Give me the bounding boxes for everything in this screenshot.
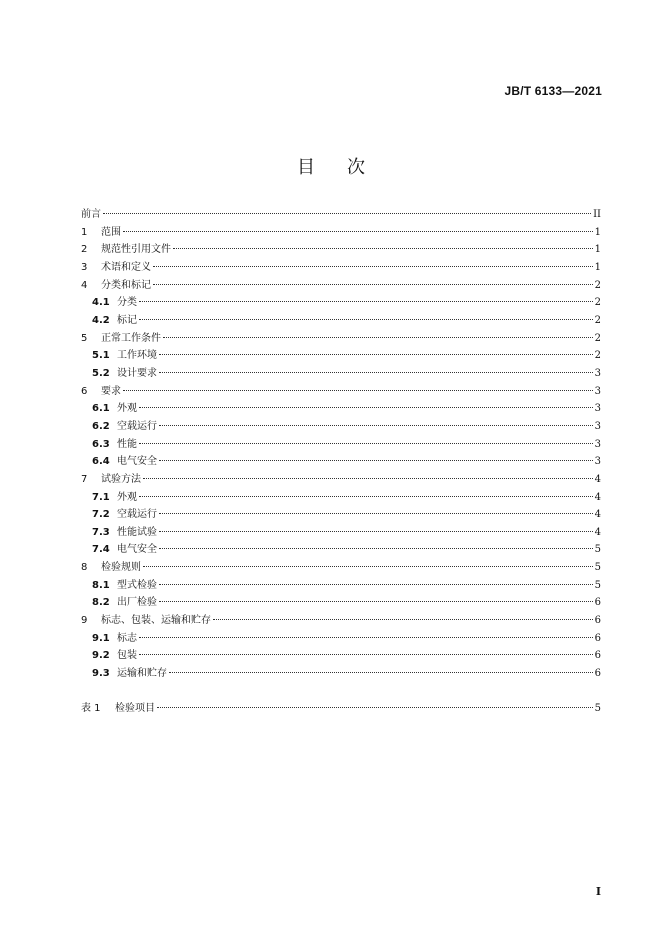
toc-entry-page: 4 (594, 526, 601, 538)
toc-entry-page: 1 (594, 244, 601, 256)
toc-dot-leader (159, 548, 593, 549)
toc-dot-leader (157, 707, 593, 708)
toc-entry[interactable] (81, 347, 601, 365)
toc-entry-number: 9 (81, 615, 88, 627)
toc-entry-page: 2 (594, 279, 601, 291)
toc-dot-leader (139, 407, 593, 408)
toc-entry-title: 设计要求 (117, 367, 157, 379)
toc-entry-number: 7.2 (92, 509, 110, 521)
toc-entry-number: 4.1 (92, 297, 110, 309)
toc-entry-number: 7.1 (92, 491, 110, 503)
toc-dot-leader (153, 266, 593, 267)
toc-dot-leader (169, 672, 593, 673)
toc-entry-title: 正常工作条件 (101, 332, 161, 344)
toc-entry-number: 2 (81, 244, 88, 256)
toc-dot-leader (139, 443, 593, 444)
toc-entry-page: 4 (594, 473, 601, 485)
toc-entry-number: 3 (81, 261, 88, 273)
toc-dot-leader (159, 584, 593, 585)
toc-entry[interactable] (81, 700, 601, 718)
toc-entry-number: 7 (81, 473, 88, 485)
toc-entry-title: 分类和标记 (101, 279, 151, 291)
toc-entry-number: 4.2 (92, 314, 110, 326)
toc-entry-number: 6 (81, 385, 88, 397)
toc-entry[interactable] (81, 224, 601, 242)
toc-entry-number: 9.2 (92, 650, 110, 662)
toc-entry-title: 标志 (117, 632, 137, 644)
toc-entry-number: 7.4 (92, 544, 110, 556)
toc-entry-number: 8.1 (92, 579, 110, 591)
toc-entry[interactable] (81, 489, 601, 507)
toc-entry-number: 9.1 (92, 632, 110, 644)
toc-entry[interactable] (81, 277, 601, 295)
toc-dot-leader (139, 319, 593, 320)
toc-entry[interactable] (81, 612, 601, 630)
toc-entry-title: 规范性引用文件 (101, 244, 171, 256)
toc-entry[interactable] (81, 524, 601, 542)
toc-entry-title: 外观 (117, 403, 137, 415)
toc-entry[interactable] (81, 559, 601, 577)
toc-entry-title: 前言 (81, 209, 101, 220)
toc-entry-page: 2 (594, 350, 601, 362)
toc-entry-number: 6.3 (92, 438, 110, 450)
toc-entry-page: 4 (594, 491, 601, 503)
toc-entry-number: 6.4 (92, 456, 110, 468)
toc-dot-leader (159, 531, 593, 532)
toc-entry-title: 要求 (101, 385, 121, 397)
document-code: JB/T 6133—2021 (504, 84, 602, 98)
toc-entry-page: II (593, 209, 601, 220)
toc-entry[interactable] (81, 630, 601, 648)
toc-dot-leader (153, 284, 593, 285)
toc-entry-title: 标志、包装、运输和贮存 (101, 615, 211, 627)
toc-entry-number: 5.1 (92, 350, 110, 362)
toc-dot-leader (173, 248, 593, 249)
toc-entry-number: 5 (81, 332, 88, 344)
toc-entry-title: 性能试验 (117, 526, 157, 538)
toc-entry-number: 7.3 (92, 526, 110, 538)
toc-entry-title: 工作环境 (117, 350, 157, 362)
toc-entry-page: 3 (594, 420, 601, 432)
toc-entry-title: 空载运行 (117, 509, 157, 521)
toc-dot-leader (143, 478, 593, 479)
toc-entry-number: 8 (81, 562, 88, 574)
toc-entry-title: 范围 (101, 226, 121, 238)
toc-entry-number: 1 (81, 226, 88, 238)
toc-entry[interactable] (81, 206, 601, 224)
toc-entry-title: 术语和定义 (101, 261, 151, 273)
toc-entry-number: 6.2 (92, 420, 110, 432)
toc-dot-leader (159, 513, 593, 514)
page-number: I (595, 885, 601, 898)
toc-dot-leader (139, 654, 593, 655)
toc-entry-title: 试验方法 (101, 473, 141, 485)
toc-entry-number: 4 (81, 279, 88, 291)
toc-entry-page: 1 (594, 226, 601, 238)
toc-dot-leader (139, 301, 593, 302)
toc-entry-page: 6 (594, 650, 601, 662)
toc-entry-title: 检验规则 (101, 562, 141, 574)
toc-entry[interactable] (81, 436, 601, 454)
toc-dot-leader (159, 372, 593, 373)
toc-entry[interactable] (81, 506, 601, 524)
toc-entry-page: 5 (594, 702, 601, 714)
toc-dot-leader (159, 460, 593, 461)
toc-entry-page: 3 (594, 367, 601, 379)
table-of-contents (81, 206, 601, 717)
toc-dot-leader (159, 425, 593, 426)
toc-entry-number: 9.3 (92, 668, 110, 680)
toc-entry[interactable] (81, 400, 601, 418)
toc-dot-leader (123, 390, 593, 391)
toc-entry-page: 3 (594, 385, 601, 397)
toc-entry-page: 2 (594, 297, 601, 309)
toc-entry-title: 分类 (117, 297, 137, 309)
toc-entry[interactable] (81, 330, 601, 348)
toc-entry-title: 型式检验 (117, 579, 157, 591)
toc-dot-leader (139, 637, 593, 638)
toc-entry-page: 4 (594, 509, 601, 521)
toc-entry-page: 2 (594, 314, 601, 326)
toc-entry-title: 电气安全 (117, 544, 157, 556)
toc-entry-page: 3 (594, 456, 601, 468)
toc-entry-title: 性能 (117, 438, 137, 450)
toc-entry-page: 5 (594, 562, 601, 574)
toc-entry[interactable] (81, 259, 601, 277)
toc-entry-page: 3 (594, 438, 601, 450)
toc-dot-leader (103, 213, 591, 214)
toc-entry[interactable] (81, 294, 601, 312)
toc-entry-page: 2 (594, 332, 601, 344)
toc-entry-title: 出厂检验 (117, 597, 157, 609)
toc-entry-page: 5 (594, 579, 601, 591)
toc-entry[interactable] (81, 418, 601, 436)
toc-entry-title: 检验项目 (115, 702, 155, 714)
toc-entry[interactable] (81, 383, 601, 401)
toc-dot-leader (159, 601, 593, 602)
toc-entry-title: 标记 (117, 314, 137, 326)
toc-entry-title: 包装 (117, 650, 137, 662)
toc-entry-title: 运输和贮存 (117, 668, 167, 680)
toc-entry-title: 外观 (117, 491, 137, 503)
toc-entry-page: 6 (594, 668, 601, 680)
toc-entry-number: 表 1 (81, 702, 101, 714)
toc-title: 目次 (297, 157, 397, 178)
toc-entry[interactable] (81, 365, 601, 383)
toc-dot-leader (139, 496, 593, 497)
toc-entry-page: 1 (594, 261, 601, 273)
toc-entry-number: 8.2 (92, 597, 110, 609)
toc-entry-number: 5.2 (92, 367, 110, 379)
toc-dot-leader (159, 354, 593, 355)
toc-entry-page: 5 (594, 544, 601, 556)
toc-dot-leader (163, 337, 593, 338)
toc-entry[interactable] (81, 647, 601, 665)
toc-entry-number: 6.1 (92, 403, 110, 415)
toc-entry[interactable] (81, 241, 601, 259)
toc-entry-title: 空载运行 (117, 420, 157, 432)
toc-entry[interactable] (81, 665, 601, 683)
toc-dot-leader (123, 231, 593, 232)
toc-dot-leader (213, 619, 593, 620)
toc-entry-page: 3 (594, 403, 601, 415)
toc-entry[interactable] (81, 541, 601, 559)
toc-entry-title: 电气安全 (117, 456, 157, 468)
toc-entry[interactable] (81, 577, 601, 595)
toc-entry[interactable] (81, 453, 601, 471)
toc-entry-page: 6 (594, 615, 601, 627)
toc-entry-page: 6 (594, 632, 601, 644)
toc-entry-page: 6 (594, 597, 601, 609)
toc-entry[interactable] (81, 312, 601, 330)
toc-entry[interactable] (81, 594, 601, 612)
toc-dot-leader (143, 566, 593, 567)
toc-entry[interactable] (81, 471, 601, 489)
